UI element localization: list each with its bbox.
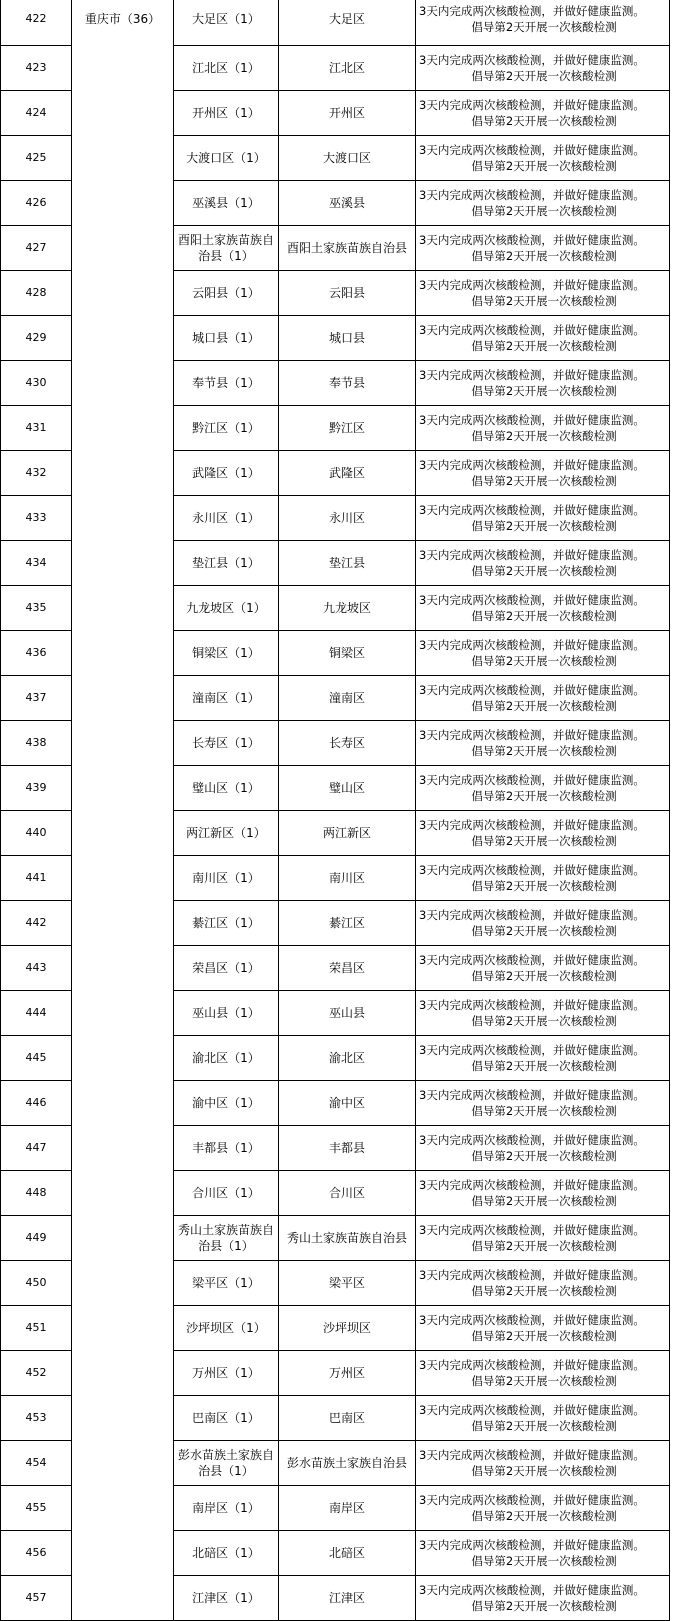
requirement-cell (416, 316, 670, 361)
requirement-line-2: 倡导第2天开展一次核酸检测 (471, 339, 617, 353)
row-number: 435 (1, 586, 72, 631)
requirement-line-1: 3天内完成两次核酸检测，并做好健康监测。 (419, 1268, 645, 1282)
area-cell: 永川区 (279, 496, 416, 541)
area-cell: 酉阳土家族苗族自治县 (279, 226, 416, 271)
requirement-cell (416, 181, 670, 226)
district-cell: 巫溪县（1） (174, 181, 279, 226)
area-cell: 彭水苗族土家族自治县 (279, 1441, 416, 1486)
row-number: 442 (1, 901, 72, 946)
district-cell: 奉节县（1） (174, 361, 279, 406)
area-cell: 武隆区 (279, 451, 416, 496)
area-cell: 北碚区 (279, 1531, 416, 1576)
requirement-cell (416, 586, 670, 631)
district-cell: 武隆区（1） (174, 451, 279, 496)
requirement-line-1: 3天内完成两次核酸检测，并做好健康监测。 (419, 908, 645, 922)
requirement-line-2: 倡导第2天开展一次核酸检测 (471, 1374, 617, 1388)
requirement-line-1: 3天内完成两次核酸检测，并做好健康监测。 (419, 683, 645, 697)
requirement-cell (416, 1306, 670, 1351)
requirement-line-1: 3天内完成两次核酸检测，并做好健康监测。 (419, 1448, 645, 1462)
district-cell: 两江新区（1） (174, 811, 279, 856)
area-cell: 奉节县 (279, 361, 416, 406)
row-number: 444 (1, 991, 72, 1036)
row-number: 432 (1, 451, 72, 496)
requirement-line-2: 倡导第2天开展一次核酸检测 (471, 294, 617, 308)
requirement-line-2: 倡导第2天开展一次核酸检测 (471, 69, 617, 83)
row-number: 429 (1, 316, 72, 361)
requirement-line-1: 3天内完成两次核酸检测，并做好健康监测。 (419, 863, 645, 877)
requirement-line-2: 倡导第2天开展一次核酸检测 (471, 1239, 617, 1253)
row-number: 427 (1, 226, 72, 271)
district-cell: 长寿区（1） (174, 721, 279, 766)
requirement-line-1: 3天内完成两次核酸检测，并做好健康监测。 (419, 593, 645, 607)
requirement-line-1: 3天内完成两次核酸检测，并做好健康监测。 (419, 188, 645, 202)
area-cell: 丰都县 (279, 1126, 416, 1171)
requirement-cell (416, 1576, 670, 1621)
row-number: 448 (1, 1171, 72, 1216)
requirement-line-1: 3天内完成两次核酸检测，并做好健康监测。 (419, 638, 645, 652)
requirement-line-1: 3天内完成两次核酸检测，并做好健康监测。 (419, 1358, 645, 1372)
requirement-cell (416, 226, 670, 271)
requirement-line-1: 3天内完成两次核酸检测，并做好健康监测。 (419, 1493, 645, 1507)
requirement-cell (416, 1531, 670, 1576)
district-cell: 沙坪坝区（1） (174, 1306, 279, 1351)
row-number: 445 (1, 1036, 72, 1081)
requirement-cell (416, 856, 670, 901)
requirement-line-2: 倡导第2天开展一次核酸检测 (471, 924, 617, 938)
requirement-line-2: 倡导第2天开展一次核酸检测 (471, 204, 617, 218)
row-number: 452 (1, 1351, 72, 1396)
requirement-cell (416, 0, 670, 46)
requirement-line-2: 倡导第2天开展一次核酸检测 (471, 519, 617, 533)
area-cell: 巴南区 (279, 1396, 416, 1441)
requirement-line-2: 倡导第2天开展一次核酸检测 (471, 1464, 617, 1478)
requirement-line-2: 倡导第2天开展一次核酸检测 (471, 1059, 617, 1073)
district-cell: 江津区（1） (174, 1576, 279, 1621)
requirement-line-1: 3天内完成两次核酸检测，并做好健康监测。 (419, 773, 645, 787)
requirement-line-2: 倡导第2天开展一次核酸检测 (471, 1509, 617, 1523)
requirement-line-1: 3天内完成两次核酸检测，并做好健康监测。 (419, 413, 645, 427)
table-row (1, 0, 670, 46)
district-cell: 彭水苗族土家族自治县（1） (174, 1441, 279, 1486)
requirement-cell (416, 1441, 670, 1486)
requirement-cell (416, 451, 670, 496)
requirement-line-2: 倡导第2天开展一次核酸检测 (471, 879, 617, 893)
district-cell: 巴南区（1） (174, 1396, 279, 1441)
district-cell: 北碚区（1） (174, 1531, 279, 1576)
area-cell: 荣昌区 (279, 946, 416, 991)
district-cell: 大足区（1） (174, 0, 279, 46)
requirement-cell (416, 946, 670, 991)
requirement-line-2: 倡导第2天开展一次核酸检测 (471, 969, 617, 983)
district-cell: 大渡口区（1） (174, 136, 279, 181)
area-cell: 巫山县 (279, 991, 416, 1036)
requirement-line-2: 倡导第2天开展一次核酸检测 (471, 1104, 617, 1118)
district-cell: 城口县（1） (174, 316, 279, 361)
row-number: 430 (1, 361, 72, 406)
requirement-line-1: 3天内完成两次核酸检测，并做好健康监测。 (419, 98, 645, 112)
requirement-line-2: 倡导第2天开展一次核酸检测 (471, 654, 617, 668)
table-body (1, 0, 670, 1621)
requirement-cell (416, 721, 670, 766)
area-cell: 大渡口区 (279, 136, 416, 181)
area-cell: 梁平区 (279, 1261, 416, 1306)
row-number: 423 (1, 46, 72, 91)
requirement-cell (416, 901, 670, 946)
requirement-line-1: 3天内完成两次核酸检测，并做好健康监测。 (419, 1043, 645, 1057)
requirement-line-2: 倡导第2天开展一次核酸检测 (471, 744, 617, 758)
requirement-line-1: 3天内完成两次核酸检测，并做好健康监测。 (419, 458, 645, 472)
area-cell: 沙坪坝区 (279, 1306, 416, 1351)
requirement-line-1: 3天内完成两次核酸检测，并做好健康监测。 (419, 323, 645, 337)
requirement-line-2: 倡导第2天开展一次核酸检测 (471, 159, 617, 173)
district-cell: 秀山土家族苗族自治县（1） (174, 1216, 279, 1261)
area-cell: 云阳县 (279, 271, 416, 316)
requirement-cell (416, 1261, 670, 1306)
district-cell: 江北区（1） (174, 46, 279, 91)
area-cell: 合川区 (279, 1171, 416, 1216)
requirement-line-2: 倡导第2天开展一次核酸检测 (471, 564, 617, 578)
requirement-line-1: 3天内完成两次核酸检测，并做好健康监测。 (419, 1313, 645, 1327)
row-number: 431 (1, 406, 72, 451)
row-number: 428 (1, 271, 72, 316)
requirement-cell (416, 361, 670, 406)
row-number: 457 (1, 1576, 72, 1621)
requirement-line-1: 3天内完成两次核酸检测，并做好健康监测。 (419, 368, 645, 382)
requirement-line-1: 3天内完成两次核酸检测，并做好健康监测。 (419, 53, 645, 67)
row-number: 424 (1, 91, 72, 136)
requirement-line-2: 倡导第2天开展一次核酸检测 (471, 474, 617, 488)
district-cell: 渝中区（1） (174, 1081, 279, 1126)
requirement-cell (416, 406, 670, 451)
area-cell: 垫江县 (279, 541, 416, 586)
row-number: 440 (1, 811, 72, 856)
requirement-line-2: 倡导第2天开展一次核酸检测 (471, 429, 617, 443)
requirement-line-1: 3天内完成两次核酸检测，并做好健康监测。 (419, 998, 645, 1012)
requirement-cell (416, 1126, 670, 1171)
row-number: 441 (1, 856, 72, 901)
district-cell: 南川区（1） (174, 856, 279, 901)
requirement-line-2: 倡导第2天开展一次核酸检测 (471, 114, 617, 128)
requirement-line-1: 3天内完成两次核酸检测，并做好健康监测。 (419, 1538, 645, 1552)
requirement-line-1: 3天内完成两次核酸检测，并做好健康监测。 (419, 818, 645, 832)
area-cell: 江北区 (279, 46, 416, 91)
area-cell: 铜梁区 (279, 631, 416, 676)
row-number: 425 (1, 136, 72, 181)
requirement-line-1: 3天内完成两次核酸检测，并做好健康监测。 (419, 548, 645, 562)
requirement-line-1: 3天内完成两次核酸检测，并做好健康监测。 (419, 728, 645, 742)
requirement-cell (416, 766, 670, 811)
area-cell: 璧山区 (279, 766, 416, 811)
row-number: 433 (1, 496, 72, 541)
row-number: 439 (1, 766, 72, 811)
requirement-cell (416, 1171, 670, 1216)
requirement-cell (416, 1396, 670, 1441)
requirement-cell (416, 631, 670, 676)
district-cell: 南岸区（1） (174, 1486, 279, 1531)
requirement-line-2: 倡导第2天开展一次核酸检测 (471, 834, 617, 848)
requirement-line-2: 倡导第2天开展一次核酸检测 (471, 249, 617, 263)
area-cell: 渝北区 (279, 1036, 416, 1081)
row-number: 447 (1, 1126, 72, 1171)
district-cell: 垫江县（1） (174, 541, 279, 586)
row-number: 453 (1, 1396, 72, 1441)
area-cell: 两江新区 (279, 811, 416, 856)
requirement-line-1: 3天内完成两次核酸检测，并做好健康监测。 (419, 503, 645, 517)
requirement-cell (416, 991, 670, 1036)
requirement-cell (416, 46, 670, 91)
requirement-line-2: 倡导第2天开展一次核酸检测 (471, 384, 617, 398)
district-cell: 九龙坡区（1） (174, 586, 279, 631)
row-number: 446 (1, 1081, 72, 1126)
district-cell: 合川区（1） (174, 1171, 279, 1216)
requirement-line-1: 3天内完成两次核酸检测，并做好健康监测。 (419, 1178, 645, 1192)
requirement-line-2: 倡导第2天开展一次核酸检测 (471, 789, 617, 803)
row-number: 451 (1, 1306, 72, 1351)
area-cell: 黔江区 (279, 406, 416, 451)
district-cell: 潼南区（1） (174, 676, 279, 721)
district-cell: 酉阳土家族苗族自治县（1） (174, 226, 279, 271)
district-cell: 铜梁区（1） (174, 631, 279, 676)
requirement-line-1: 3天内完成两次核酸检测，并做好健康监测。 (419, 953, 645, 967)
requirement-cell (416, 1081, 670, 1126)
requirement-cell (416, 91, 670, 136)
requirement-line-1: 3天内完成两次核酸检测，并做好健康监测。 (419, 1133, 645, 1147)
requirement-line-2: 倡导第2天开展一次核酸检测 (471, 1194, 617, 1208)
district-cell: 永川区（1） (174, 496, 279, 541)
area-cell: 渝中区 (279, 1081, 416, 1126)
area-cell: 南川区 (279, 856, 416, 901)
requirement-line-2: 倡导第2天开展一次核酸检测 (471, 20, 617, 34)
area-cell: 江津区 (279, 1576, 416, 1621)
district-cell: 开州区（1） (174, 91, 279, 136)
requirement-line-1: 3天内完成两次核酸检测，并做好健康监测。 (419, 1088, 645, 1102)
requirement-cell (416, 1351, 670, 1396)
district-cell: 綦江区（1） (174, 901, 279, 946)
row-number: 454 (1, 1441, 72, 1486)
row-number: 438 (1, 721, 72, 766)
row-number: 434 (1, 541, 72, 586)
requirement-line-1: 3天内完成两次核酸检测，并做好健康监测。 (419, 278, 645, 292)
district-cell: 渝北区（1） (174, 1036, 279, 1081)
district-cell: 荣昌区（1） (174, 946, 279, 991)
area-cell: 万州区 (279, 1351, 416, 1396)
district-cell: 云阳县（1） (174, 271, 279, 316)
requirement-cell (416, 1486, 670, 1531)
area-cell: 开州区 (279, 91, 416, 136)
area-cell: 潼南区 (279, 676, 416, 721)
city-cell: 重庆市（36） (72, 0, 174, 1621)
requirement-line-2: 倡导第2天开展一次核酸检测 (471, 1149, 617, 1163)
row-number: 455 (1, 1486, 72, 1531)
area-cell: 南岸区 (279, 1486, 416, 1531)
row-number: 437 (1, 676, 72, 721)
area-cell: 城口县 (279, 316, 416, 361)
row-number: 456 (1, 1531, 72, 1576)
requirement-cell (416, 1036, 670, 1081)
requirement-cell (416, 811, 670, 856)
requirement-line-1: 3天内完成两次核酸检测，并做好健康监测。 (419, 1403, 645, 1417)
row-number: 443 (1, 946, 72, 991)
requirement-line-2: 倡导第2天开展一次核酸检测 (471, 699, 617, 713)
area-cell: 綦江区 (279, 901, 416, 946)
requirement-cell (416, 271, 670, 316)
area-cell: 秀山土家族苗族自治县 (279, 1216, 416, 1261)
requirement-line-2: 倡导第2天开展一次核酸检测 (471, 1419, 617, 1433)
requirement-line-1: 3天内完成两次核酸检测，并做好健康监测。 (419, 4, 645, 18)
district-cell: 丰都县（1） (174, 1126, 279, 1171)
district-cell: 万州区（1） (174, 1351, 279, 1396)
row-number: 436 (1, 631, 72, 676)
requirement-line-2: 倡导第2天开展一次核酸检测 (471, 1599, 617, 1613)
area-cell: 大足区 (279, 0, 416, 46)
area-cell: 巫溪县 (279, 181, 416, 226)
requirement-line-1: 3天内完成两次核酸检测，并做好健康监测。 (419, 1583, 645, 1597)
requirement-line-2: 倡导第2天开展一次核酸检测 (471, 1329, 617, 1343)
requirement-cell (416, 136, 670, 181)
row-number: 422 (1, 0, 72, 46)
requirement-line-2: 倡导第2天开展一次核酸检测 (471, 1284, 617, 1298)
area-cell: 九龙坡区 (279, 586, 416, 631)
row-number: 449 (1, 1216, 72, 1261)
district-cell: 巫山县（1） (174, 991, 279, 1036)
requirement-cell (416, 496, 670, 541)
district-cell: 璧山区（1） (174, 766, 279, 811)
row-number: 450 (1, 1261, 72, 1306)
requirement-line-2: 倡导第2天开展一次核酸检测 (471, 609, 617, 623)
area-cell: 长寿区 (279, 721, 416, 766)
requirement-cell (416, 1216, 670, 1261)
district-cell: 梁平区（1） (174, 1261, 279, 1306)
requirement-line-1: 3天内完成两次核酸检测，并做好健康监测。 (419, 1223, 645, 1237)
requirement-cell (416, 541, 670, 586)
requirement-line-2: 倡导第2天开展一次核酸检测 (471, 1014, 617, 1028)
requirement-line-2: 倡导第2天开展一次核酸检测 (471, 1554, 617, 1568)
row-number: 426 (1, 181, 72, 226)
requirement-cell (416, 676, 670, 721)
requirement-line-1: 3天内完成两次核酸检测，并做好健康监测。 (419, 143, 645, 157)
district-cell: 黔江区（1） (174, 406, 279, 451)
requirement-line-1: 3天内完成两次核酸检测，并做好健康监测。 (419, 233, 645, 247)
